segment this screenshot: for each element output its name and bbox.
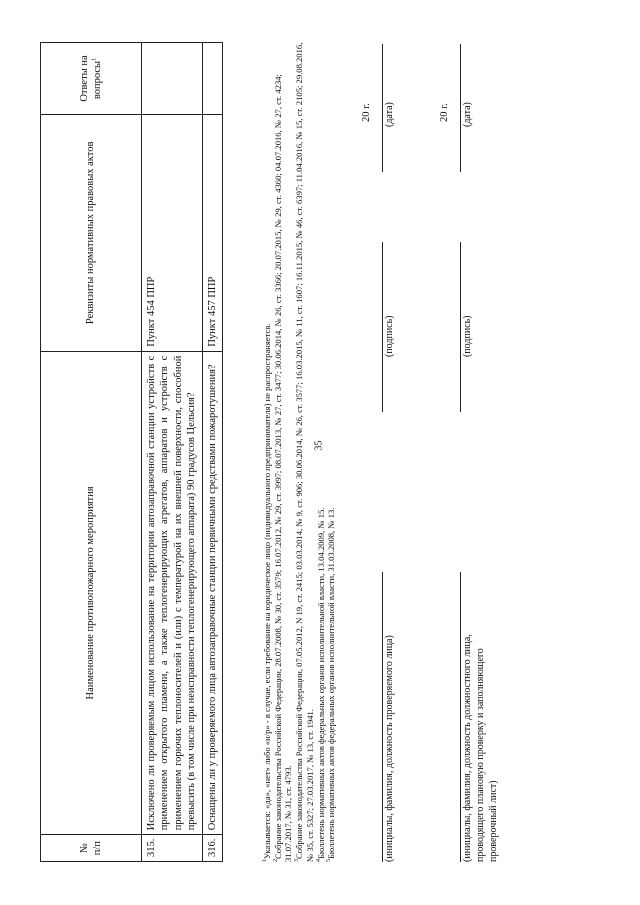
signature-line[interactable] bbox=[382, 242, 383, 412]
row-question: Оснащены ли у проверяемого лица автозаправочные станции первичными средствами пожаротушения? bbox=[202, 351, 222, 835]
footnotes bbox=[262, 42, 337, 862]
date-caption: (дата) bbox=[462, 102, 473, 127]
table-header-row bbox=[41, 43, 142, 862]
person-caption: (инициалы, фамилия, должность должностного лица, проводящего плановую проверку и заполняющего проверочный лист) bbox=[462, 634, 499, 862]
date-line[interactable] bbox=[460, 44, 461, 172]
signature-caption: (подпись) bbox=[384, 315, 395, 357]
header-number: № п/п bbox=[41, 835, 142, 862]
row-number: 316. bbox=[202, 835, 222, 862]
header-answers: Ответы на вопросы$^1$ bbox=[41, 43, 142, 115]
footnote: $^4$Бюллетень нормативных актов федеральных органов исполнительной власти, 13.04.2009, № 15. bbox=[315, 507, 326, 862]
row-answer-cell[interactable] bbox=[202, 43, 222, 115]
row-answer-cell[interactable] bbox=[142, 43, 203, 115]
header-measure-name: Наименование противопожарного мероприятия bbox=[41, 351, 142, 835]
signature-line[interactable] bbox=[460, 242, 461, 412]
rotated-page-content bbox=[40, 42, 600, 862]
row-requisite: Пункт 454 ППР bbox=[142, 115, 203, 352]
header-requisites: Реквизиты нормативных правовых актов bbox=[41, 115, 142, 352]
table-row bbox=[202, 43, 222, 862]
checklist-table bbox=[40, 42, 223, 862]
person-line[interactable] bbox=[460, 572, 461, 862]
footnote: $^2$Собрание законодательства Российской Федерации, 28.07.2008, № 30, ст. 3579; 16.07.2012, № 29, ст. 3997; 08.07.2013, № 27, ст. 3477; 30.06.2014, № 26, ст. 3366; 20.07.2015, № 29, ст. 4360; 04.07.2016, № 27, ст. 4234; 31.07.2017, № 31, ст. 4793. bbox=[272, 74, 294, 862]
date-caption: (дата) bbox=[384, 102, 395, 127]
signature-caption: (подпись) bbox=[462, 315, 473, 357]
footnote: $^5$Бюллетень нормативных актов федеральных органов исполнительной власти, 31.03.2008, № 13. bbox=[326, 507, 337, 862]
person-caption: (инициалы, фамилия, должность проверяемого лица) bbox=[384, 635, 395, 862]
page-number: 35 bbox=[313, 440, 325, 451]
footnote: $^1$Указывается: «да», «нет» либо «н/р» - в случае, если требование на юридическое лицо (индивидуального предпринимателя) не распространяется. bbox=[262, 323, 272, 862]
year-label: 20 г. bbox=[439, 103, 450, 122]
footnote: $^3$Собрание законодательства Российской Федерации, 07.05.2012, N 19, ст. 2415; 03.03.2014, № 9, ст. 906; 30.06.2014, № 26, ст. 3577; 16.03.2015, № 11, ст. 1607; 16.11.2015, № 46, ст. 6397; 11.04.2016, № 15, ст. 2105; 29.08.2016, № 35, ст. 5327; 27.03.2017, № 13, ст. 1941. bbox=[294, 42, 315, 862]
date-line[interactable] bbox=[382, 44, 383, 172]
row-number: 315. bbox=[142, 835, 203, 862]
table-row bbox=[142, 43, 203, 862]
row-requisite: Пункт 457 ППР bbox=[202, 115, 222, 352]
person-line[interactable] bbox=[382, 572, 383, 862]
row-question: Исключено ли проверяемым лицом использование на территории автозаправочной станции устройств с применением открытого пламени, а также теплогенерирующих агрегатов, аппаратов и устройств с применением горючих теплоносителей и (или) с температурой на их внешней поверхности, способной превысить (в том числе при неисправности теплогенерирующего аппарата) 90 градусов Цельсия? bbox=[142, 351, 203, 835]
year-label: 20 г. bbox=[361, 103, 372, 122]
